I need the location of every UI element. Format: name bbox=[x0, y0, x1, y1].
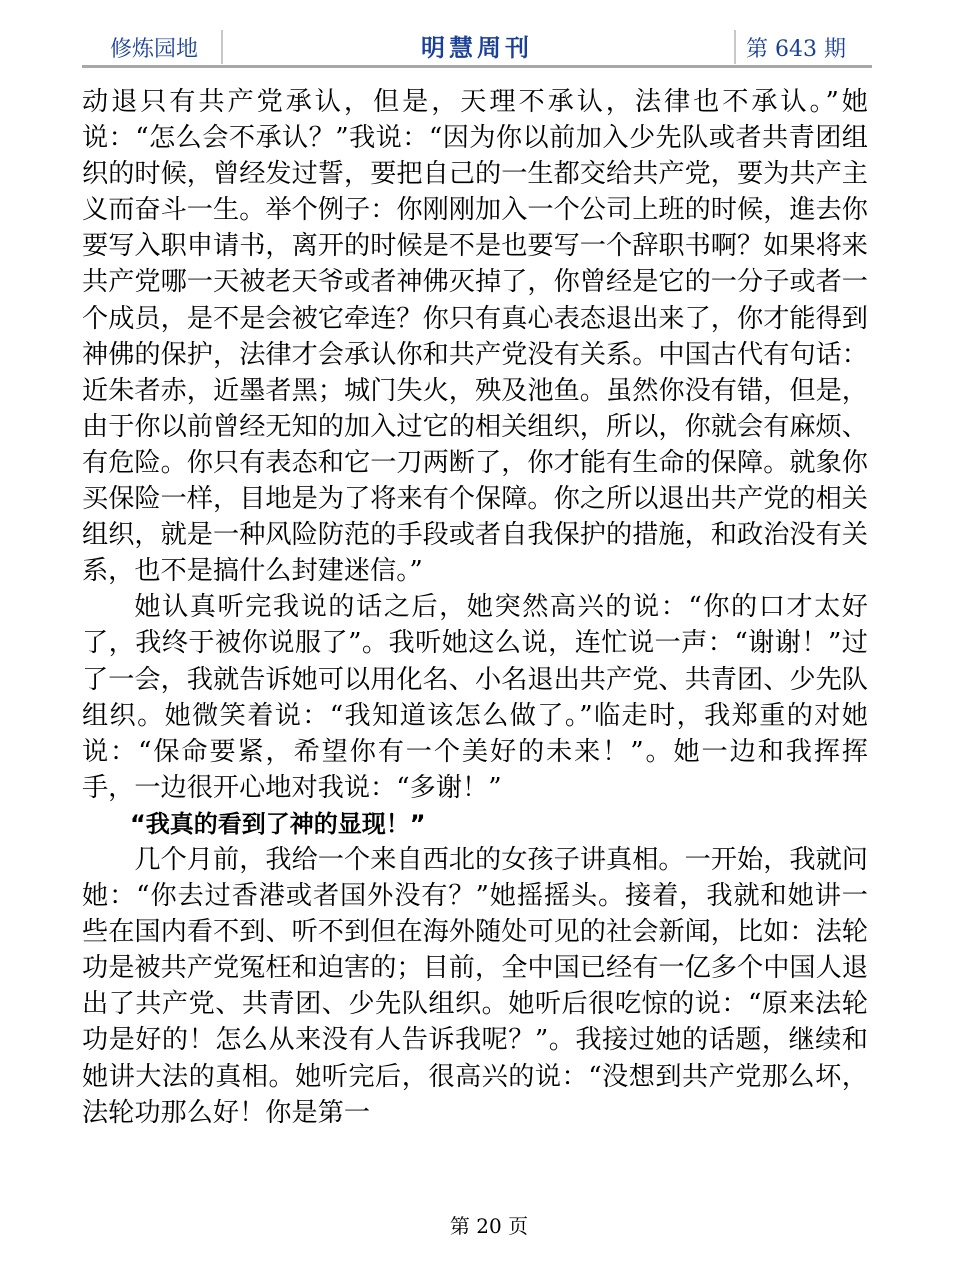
article-paragraph: 动退只有共产党承认，但是，天理不承认，法律也不承认。”她说：“怎么会不承认？”我说：“因为你以前加入少先队或者共青团组织的时候，曾经发过誓，要把自己的一生都交给共产党，要为共产主义而奋斗一生。举个例子：你刚刚加入一个公司上班的时候，進去你要写入职申请书，离开的时候是不是也要写一个辞职书啊？如果将来共产党哪一天被老天爷或者神佛灭掉了，你曾经是它的一分子或者一个成员，是不是会被它牵连？你只有真心表态退出来了，你才能得到神佛的保护，法律才会承认你和共产党没有关系。中国古代有句话：近朱者赤，近墨者黑；城门失火，殃及池鱼。虽然你没有错，但是，由于你以前曾经无知的加入过它的相关组织，所以，你就会有麻烦、有危险。你只有表态和它一刀两断了，你才能有生命的保障。就象你买保险一样，目地是为了将来有个保障。你之所以退出共产党的相关组织，就是一种风险防范的手段或者自我保护的措施，和政治没有关系，也不是搞什么封建迷信。” bbox=[82, 87, 868, 587]
header-divider-right bbox=[734, 30, 736, 64]
header-publication-title: 明慧周刊 bbox=[421, 34, 533, 62]
article-paragraph: 她认真听完我说的话之后，她突然高兴的说：“你的口才太好了，我终于被你说服了”。我听她这么说，连忙说一声：“谢谢！”过了一会，我就告诉她可以用化名、小名退出共产党、共青团、少先队组织。她微笑着说：“我知道该怎么做了。”临走时，我郑重的对她说：“保命要紧，希望你有一个美好的未来！”。她一边和我挥挥手，一边很开心地对我说：“多谢！” bbox=[82, 592, 868, 803]
article-paragraph: 几个月前，我给一个来自西北的女孩子讲真相。一开始，我就问她：“你去过香港或者国外没有？”她摇摇头。接着，我就和她讲一些在国内看不到、听不到但在海外随处可见的社会新闻，比如：法轮功是被共产党冤枉和迫害的；目前，全中国已经有一亿多个中国人退出了共产党、共青团、少先队组织。她听后很吃惊的说：“原来法轮功是好的！怎么从来没有人告诉我呢？”。我接过她的话题，继续和她讲大法的真相。她听完后，很高兴的说：“没想到共产党那么坏，法轮功那么好！你是第一 bbox=[82, 844, 868, 1128]
header-divider-left bbox=[221, 30, 223, 64]
header-issue-number: 第 643 期 bbox=[746, 37, 846, 62]
article-body bbox=[82, 84, 868, 1131]
page-header bbox=[82, 24, 872, 64]
article-subheading: “我真的看到了神的显现！” bbox=[130, 809, 426, 838]
header-section-label: 修炼园地 bbox=[110, 37, 199, 62]
header-rule bbox=[82, 65, 872, 68]
page-number: 第 20 页 bbox=[449, 1214, 529, 1238]
